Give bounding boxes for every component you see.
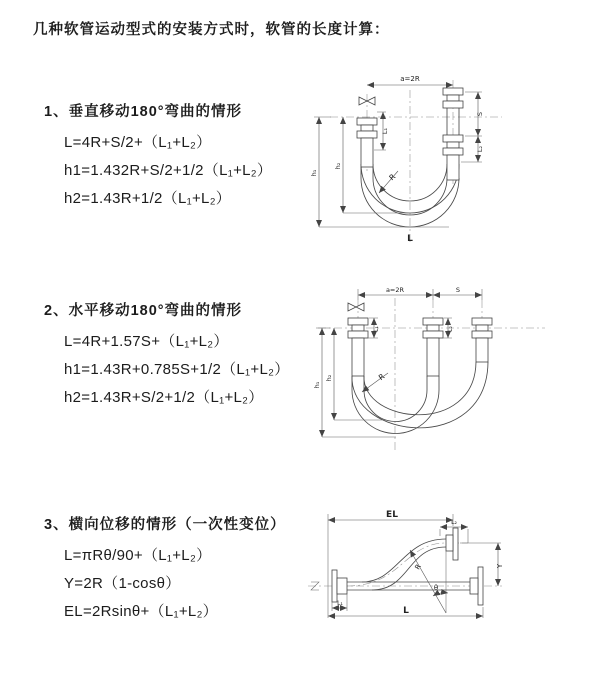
radius-label: R [376,371,387,383]
dim-label-a2r: a=2R [400,75,420,83]
page-title: 几种软管运动型式的安装方式时，软管的长度计算： [33,22,390,38]
dim-label-s: S [455,286,461,294]
radius-label: R [413,562,423,572]
dim-label-h2: h₂ [325,374,333,382]
braid-section [361,138,373,167]
dim-label-l1: L₁ [337,600,343,607]
diagram-lateral-displacement [300,503,595,653]
dim-label-el: EL [386,510,398,520]
dim-label-h1: h₁ [313,381,321,389]
section-heading: 1、垂直移动180°弯曲的情形 [44,104,243,120]
flange-fittings [348,318,492,376]
diagram-vertical-180-bend [305,70,590,260]
dim-label-y: Y [496,563,504,569]
braid-section [352,338,364,376]
braid-section [427,338,439,376]
radius-label: R [387,172,398,183]
formula-list [64,135,272,207]
dim-label-l2: L₂ [476,145,484,153]
dim-label-s: S [476,111,484,117]
formula: L=4R+1.57S+（L₁+L₂） [64,333,229,350]
braid-section [476,338,488,362]
upper-flange [446,528,458,560]
angle-label: θ [433,584,439,592]
section-heading: 2、水平移动180°弯曲的情形 [44,303,243,319]
diagram-horizontal-180-bend [305,282,590,467]
section-vertical-180 [44,100,272,207]
dim-label-h1: h₁ [310,169,318,177]
length-label: L [407,234,413,244]
section-lateral-displacement [44,513,286,620]
dim-label-l1: L₁ [373,326,380,332]
formula-list [64,334,290,406]
formula: h2=1.43R+S/2+1/2（L₁+L₂） [64,389,264,406]
dim-label-l2: L₂ [447,326,454,332]
valve-icon [348,303,364,311]
right-flange [470,567,483,605]
dim-label-l1: L₁ [381,127,389,135]
formula: h1=1.432R+S/2+1/2（L₁+L₂） [64,162,273,179]
formula: EL=2Rsinθ+（L₁+L₂） [64,603,218,620]
section-horizontal-180 [44,299,290,406]
section-heading: 3、横向位移的情形（一次性变位） [44,517,286,533]
formula: Y=2R（1-cosθ） [64,575,181,592]
dim-label-h2: h₂ [334,162,342,170]
length-label: L [403,606,409,616]
formula: h1=1.43R+0.785S+1/2（L₁+L₂） [64,361,290,378]
hose-curves [352,362,488,434]
formula: h2=1.43R+1/2（L₁+L₂） [64,190,232,207]
left-flange [332,570,347,602]
formula-list [64,548,286,620]
dim-label-l2: L₂ [451,519,457,526]
left-flange-fitting [357,118,377,167]
dimension-lines [313,286,482,437]
formula: L=4R+S/2+（L₁+L₂） [64,134,212,151]
dim-label-a2r: a=2R [385,286,405,294]
formula: L=πRθ/90+（L₁+L₂） [64,547,212,564]
braid-section [447,155,459,180]
